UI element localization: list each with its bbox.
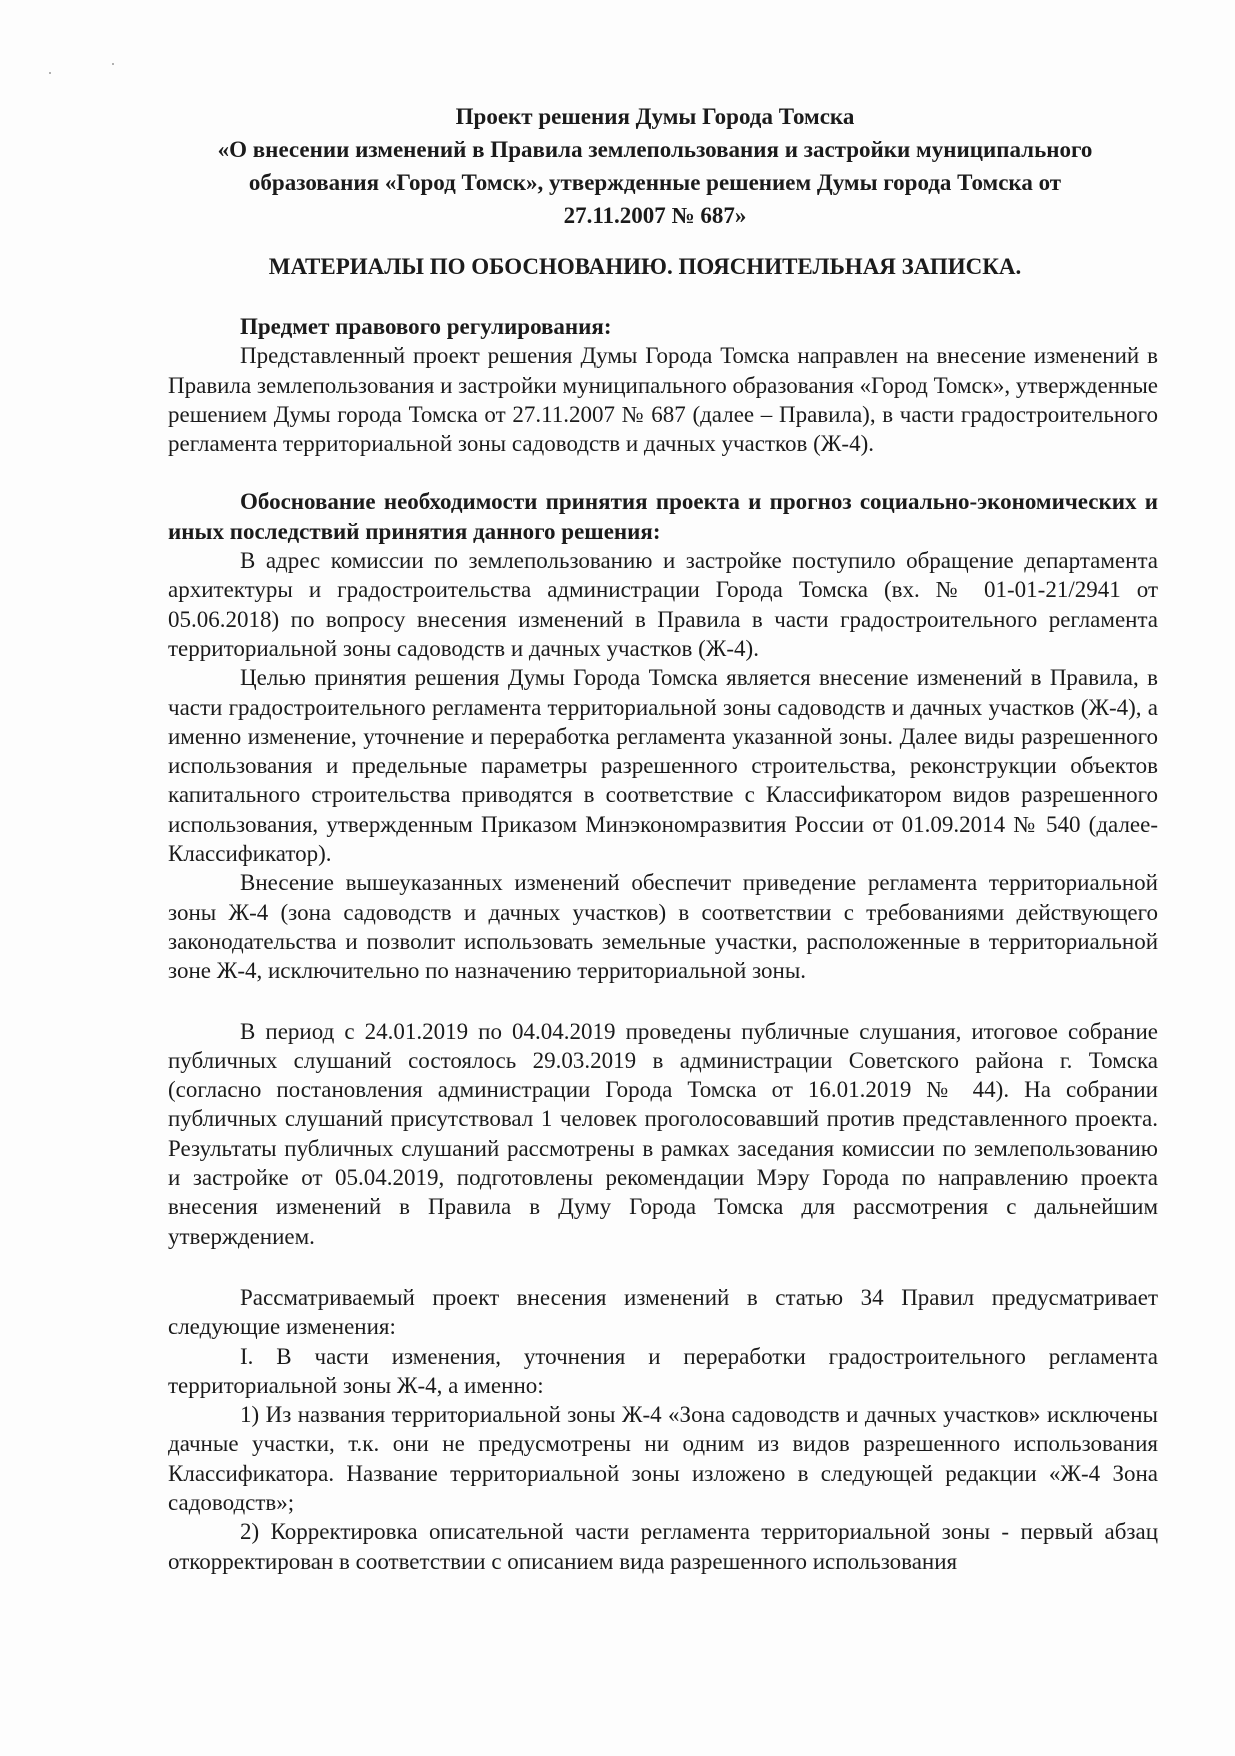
subject-heading: Предмет правового регулирования: [240,314,612,339]
document-body [168,312,1158,1576]
rationale-paragraph: В адрес комиссии по землепользованию и застройке поступило обращение департамента архитектуры и градостроительства администрации Города Томска (вх. № 01-01-21/2941 от 05.06.2018) по вопросу внесения изменений в Правила в части градостроительного регламента территориальной зоны садоводств и дачных участков (Ж-4). [168,548,1158,661]
section-title: МАТЕРИАЛЫ ПО ОБОСНОВАНИЮ. ПОЯСНИТЕЛЬНАЯ ЗАПИСКА. [268,254,1022,279]
scan-speck [49,72,51,74]
changes-intro: Рассматриваемый проект внесения изменений в статью 34 Правил предусматривает следующие изменения: [168,1284,1158,1340]
changes-item: 2) Корректировка описательной части регламента территориальной зоны - первый абзац откорректирован в соответствии с описанием вида разрешенного использования [168,1519,1158,1574]
document-header [180,100,1130,232]
rationale-paragraph: Целью принятия решения Думы Города Томска является внесение изменений в Правила, в части градостроительного регламента территориальной зоны садоводств и дачных участков (Ж-4), а именно изменение, уточнение и переработка регламента указанной зоны. Далее виды разрешенного использования и предельные параметры разрешенного строительства, реконструкции объектов капитального строительства приводятся в соответствие с Классификатором видов разрешенного использования, утвержденным Приказом Минэкономразвития России от 01.09.2014 № 540 (далее-Классификатор). [168,665,1158,867]
header-line: 27.11.2007 № 687» [563,203,747,228]
rationale-heading: Обоснование необходимости принятия проекта и прогноз социально-экономических и иных последствий принятия данного решения: [168,489,1158,544]
changes-item: I. В части изменения, уточнения и переработки градостроительного регламента территориальной зоны Ж-4, а именно: [168,1343,1158,1398]
header-line: образования «Город Томск», утвержденные решением Думы города Томска от [248,170,1062,195]
changes-item: 1) Из названия территориальной зоны Ж-4 «Зона садоводств и дачных участков» исключены дачные участки, т.к. они не предусмотрены ни одним из видов разрешенного использования Классификатора. Название территориальной зоны изложено в следующей редакции «Ж-4 Зона садоводств»; [168,1402,1158,1515]
hearings-paragraph: В период с 24.01.2019 по 04.04.2019 проведены публичные слушания, итоговое собрание публичных слушаний состоялось 29.03.2019 в администрации Советского района г. Томска (согласно постановления администрации Города Томска от 16.01.2019 № 44). На собрании публичных слушаний присутствовал 1 человек проголосовавший против представленного проекта. Результаты публичных слушаний рассмотрены в рамках заседания комиссии по землепользованию и застройке от 05.04.2019, подготовлены рекомендации Мэру Города по направлению проекта внесения изменений в Правила в Думу Города Томска для рассмотрения с дальнейшим утверждением. [168,1018,1158,1249]
scan-speck [112,63,114,65]
rationale-paragraph: Внесение вышеуказанных изменений обеспечит приведение регламента территориальной зоны Ж-4 (зона садоводств и дачных участков) в соответствии с требованиями действующего законодательства и позволит использовать земельные участки, расположенные в территориальной зоне Ж-4, исключительно по назначению территориальной зоны. [168,870,1158,984]
subject-paragraph: Представленный проект решения Думы Города Томска направлен на внесение изменений в Правила землепользования и застройки муниципального образования «Город Томск», утвержденные решением Думы города Томска от 27.11.2007 № 687 (далее – Правила), в части градостроительного регламента территориальной зоны садоводств и дачных участков (Ж-4). [168,343,1158,457]
header-line: «О внесении изменений в Правила землепользования и застройки муниципального [217,137,1093,162]
header-line: Проект решения Думы Города Томска [455,104,855,129]
